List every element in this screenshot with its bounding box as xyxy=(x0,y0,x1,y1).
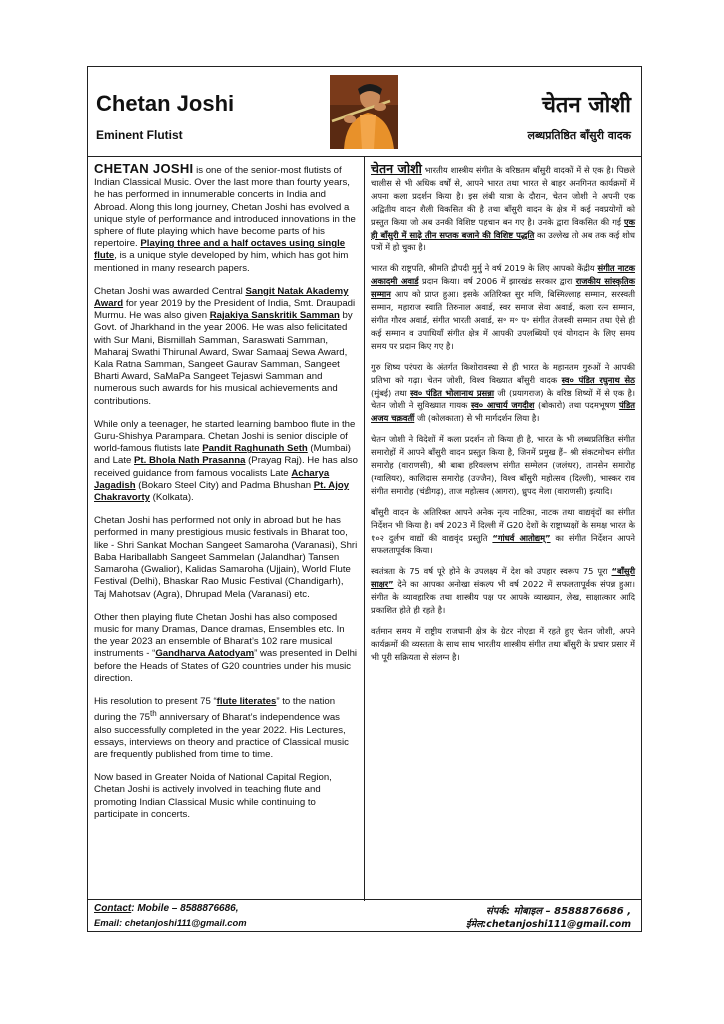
text: का उल्लेख तो अब तक कई शोध पत्रों में हो चुका है। xyxy=(371,229,635,253)
english-paragraph-compositions xyxy=(94,612,358,685)
text: भारतीय शास्त्रीय संगीत के वरिष्ठतम बाँसुरी वादकों में से एक है। पिछले चालीस से भी अधिक वर्षों से, आपने भारत तथा भारत से बाहर अनगिनत कार्यक्रमों में अपना कला प्रदर्शन किया है। इस लंबी यात्रा के दौरान, चेतन जोशी ने अपनी एक अद्वितीय वादन शैली विकसित की है तथा बाँसुरी वादन के क्षेत्र में कई नवप्रयोगों को प्रस्तुत किया जो अब उनकी विशिष्ट पहचान बन गए है। उनके द्वारा विकसित की गई xyxy=(371,165,635,227)
contact-email-hindi[interactable]: ईमेल:chetanjoshi111@gmail.com xyxy=(465,919,631,930)
english-paragraph-festivals: Chetan Joshi has performed not only in abroad but he has performed in many prestigious music festivals in Bharat too, like - Shri Sankat Mochan Sangeet Samaroha (Varanasi), Shri Baba Hariballabh Sangeet Sammelan (Jalandhar) Tansen Samaroha (Gwalior), Kalidas Samaroha (Ujjain), World Flute Festival (Delhi), Bhaskar Rao Music Festival (Chandigarh), Taj Mahotsav (Agra), Dhrupad Mela (Varanasi) etc. xyxy=(94,515,358,600)
hindi-paragraph-resolution xyxy=(371,565,635,617)
flutist-photo xyxy=(330,75,398,149)
hindi-highlight-jagdish: स्व० आचार्य जगदीश xyxy=(470,400,535,411)
superscript: th xyxy=(150,709,157,719)
text: His resolution to present 75 “ xyxy=(94,695,217,707)
text: Chetan Joshi was awarded Central xyxy=(94,285,246,297)
text: जी (प्रयागराज) के वरिष्ठ शिष्यों में से एक है। चेतन जोशी ने सुविख्यात गायक xyxy=(371,387,636,411)
hindi-paragraph-compositions xyxy=(371,506,635,558)
english-paragraph-gurus xyxy=(94,419,358,504)
text: का संगीत निर्देशन आपने सफलतापूर्वक किया। xyxy=(371,532,635,556)
text: Other then playing flute Chetan Joshi has also composed music for many Dramas, Dance dramas, Ensembles etc. In the year 2023 an ensemble of Bharat’s 102 rare musical instruments - “ xyxy=(94,611,345,660)
hindi-highlight-sangeet-natak: संगीत नाटक अकादमी अवार्ड xyxy=(371,263,635,287)
name-english: Chetan Joshi xyxy=(96,91,235,116)
contact-mobile-hindi[interactable]: संपर्क: मोबाइल – 8588876686 , xyxy=(486,906,631,917)
text: जी (कोलकाता) से भी मार्गदर्शन लिया है। xyxy=(414,413,540,424)
text: बाँसुरी वादन के अतिरिक्त आपने अनेक नृत्य नाटिका, नाटक तथा वाद्यवृंदों का संगीत निर्देशन भी किया है। वर्ष 2023 में दिल्ली में G20 देशों के राष्ट्राध्यक्षों के समक्ष भारत के १०२ दुर्लभ वाद्यों की वाद्यवृंद प्रस्तुति xyxy=(371,506,635,543)
hindi-paragraph-gurus xyxy=(371,361,635,426)
highlight-ajoy-chakravorty: Pt. Ajoy Chakravorty xyxy=(94,479,350,504)
text: (Prayag Raj). He has also received guidance from famous vocalists Late xyxy=(94,455,358,479)
contact-label: Contact xyxy=(94,903,132,914)
highlight-raghunath-seth: Pandit Raghunath Seth xyxy=(202,443,308,455)
text: While only a teenager, he started learning bamboo flute in the Guru-Shishya Parampara. Chetan Joshi is senior disciple of world-famous flutists late xyxy=(94,418,356,455)
text: (मुंबई) तथा xyxy=(371,387,411,398)
name-hindi: चेतन जोशी xyxy=(541,93,631,118)
highlight-bhola-nath-prasanna: Pt. Bhola Nath Prasanna xyxy=(134,455,246,467)
english-lead-name: CHETAN JOSHI xyxy=(94,161,194,176)
text: is one of the senior-most flutists of Indian Classical Music. Over the last more than fourty years, he has performed in innumerable concerts in India and Abroad. Along this long journey, Chetan Joshi has evolved a unique style of performance and introduced innovations in the sphere of flute playing which have become parts of his repertoire. xyxy=(94,165,356,250)
hindi-paragraph-intro xyxy=(371,163,635,254)
text: गुरु शिष्य परंपरा के अंतर्गत किशोरावस्था से ही भारत के महानतम गुरुओं ने आपकी प्रतिभा को गढ़ा। चेतन जोशी, विश्व विख्यात बाँसुरी वादक xyxy=(371,361,635,385)
text: (Bokaro Steel City) and Padma Bhushan xyxy=(135,479,314,491)
hindi-highlight-bholanath: स्व० पंडित भोलानाथ प्रसन्ना xyxy=(410,387,495,398)
english-paragraph-resolution xyxy=(94,696,358,761)
english-column xyxy=(94,163,358,832)
document-frame xyxy=(87,66,642,932)
hindi-paragraph-present: वर्तमान समय में राष्ट्रीय राजधानी क्षेत्र के ग्रेटर नोएडा में रहते हुए चेतन जोशी, अपने कार्यक्रमों की व्यस्तता के साथ साथ भारतीय शास्त्रीय संगीत तथा बाँसुरी के प्रचार प्रसार में भी पूरी सक्रियता से संलग्न है। xyxy=(371,626,635,662)
text: ” to the nation during the 75 xyxy=(94,695,336,724)
text: भारत की राष्ट्रपति, श्रीमति द्रौपदी मुर्मु ने वर्ष 2019 के लिए आपको केंद्रीय xyxy=(371,263,598,274)
contact-email-english[interactable]: Email: chetanjoshi111@gmail.com xyxy=(94,917,247,928)
header xyxy=(88,67,641,157)
contact-mobile-english xyxy=(94,903,239,914)
hindi-highlight-ajay-chakravarti: पंडित अजय चक्रवर्ती xyxy=(371,400,635,424)
text: प्रदान किया। वर्ष 2006 में झारखंड सरकार द्वारा xyxy=(418,276,576,287)
english-paragraph-intro xyxy=(94,163,358,275)
highlight-three-octaves: Playing three and a half octaves using single flute xyxy=(94,238,346,262)
footer-contact xyxy=(88,899,641,931)
text: by Govt. of Jharkhand in the year 2006. He was also felicitated with Sur Mani, Bismillah Samman, Saraswati Samman, Maharaj Swathi Thirunal Award, Swar Samaaj Sewa Award, Kala Ratna Samman, Sangeet Gaurav Samman, Sangeet Bharti Award, SaMaPa Sangeet Tejaswi Samman and numerous such awards for his musical achievements and contributions. xyxy=(94,310,353,407)
hindi-highlight-rajkiya-samman: राजकीय सांस्कृतिक सम्मान xyxy=(371,276,635,300)
text: देने का आपका अनोखा संकल्प भी वर्ष 2022 में सफलतापूर्वक संपन्न हुआ। संगीत के व्यावहारिक तथा शास्त्रीय पक्ष पर आपके व्याख्यान, लेख, साक्षात्कार आदि प्रकाशित होते ही रहते है। xyxy=(371,579,635,616)
hindi-highlight-bansuri-sakshar: “बाँसुरी साक्षर” xyxy=(371,566,635,590)
column-divider xyxy=(364,157,365,901)
hindi-highlight-raghunath-seth: स्व० पंडित रघुनाथ सेठ xyxy=(561,374,635,385)
text: , is a unique style developed by him, which has got him mentioned in many research papers. xyxy=(94,250,349,274)
subtitle-hindi: लब्धप्रतिष्ठित बाँसुरी वादक xyxy=(527,129,631,142)
hindi-highlight-gandharva: “गांधर्व आतोद्यम्” xyxy=(492,532,551,543)
hindi-paragraph-festivals: चेतन जोशी ने विदेशों में कला प्रदर्शन तो किया ही है, भारत के भी लब्धप्रतिष्ठित संगीत समारोहों में आपने बाँसुरी वादन प्रस्तुत किया है, जिनमें प्रमुख हैं– श्री संकटमोचन संगीत समारोह (वाराणसी), श्री बाबा हरिवल्लभ संगीत सम्मेलन (जलंधर), तानसेन समारोह (ग्वालियर), कालिदास समारोह (उज्जैन), विश्व बाँसुरी महोत्सव (दिल्ली), भास्कर राव संगीत समारोह (चंडीगढ़), ताज महोत्सव (आगरा), ध्रुपद मेला (वाराणसी) इत्यादि। xyxy=(371,434,635,496)
hindi-highlight-octaves: एक ही बाँसुरी में साढ़े तीन सप्तक बजाने की विशिष्ट पद्धति xyxy=(371,216,635,240)
highlight-sangit-natak-award: Sangit Natak Akademy Award xyxy=(94,285,349,310)
english-paragraph-awards xyxy=(94,286,358,408)
hindi-paragraph-awards xyxy=(371,262,635,352)
subtitle-english: Eminent Flutist xyxy=(96,128,183,142)
text: (बोकारो) तथा पदमभूषण xyxy=(534,400,619,411)
hindi-lead-name: चेतन जोशी xyxy=(371,161,422,176)
mobile-number-english[interactable]: : Mobile – 8588876686, xyxy=(131,903,239,914)
english-paragraph-present: Now based in Greater Noida of National Capital Region, Chetan Joshi is actively involved in teaching flute and promoting Indian Classical Music while continuing to participate in concerts. xyxy=(94,772,332,820)
highlight-gandharva-aatodyam: Gandharva Aatodyam xyxy=(155,648,255,660)
text: स्वतंत्रता के 75 वर्ष पूरे होने के उपलक्ष्य में देश को उपहार स्वरूप 75 पूरा xyxy=(371,566,612,577)
text: (Kolkata). xyxy=(150,492,194,504)
text: for year 2019 by the President of India, Smt. Draupadi Murmu. He was also given xyxy=(94,298,356,322)
highlight-flute-literates: flute literates xyxy=(216,695,277,707)
highlight-rajakiya-samman: Rajakiya Sanskritik Samman xyxy=(209,310,340,322)
text: ” was presented in Delhi before the Heads of States of G20 countries under his music direction. xyxy=(94,648,358,684)
text: anniversary of Bharat’s independence was also successfully completed in the year 2022. His Lectures, essays, interviews on theory and practice of Classical music are frequently published from time to time. xyxy=(94,712,349,760)
hindi-column xyxy=(371,163,635,672)
text: आप को प्राप्त हुआ। इसके अतिरिक्त सुर मणि, बिस्मिल्लाह सम्मान, सरस्वती सम्मान, महाराज स्वाति तिरुनाल अवार्ड, स्वर समाज सेवा अवार्ड, कला रत्न सम्मान, संगीत गौरव अवार्ड, संगीत भारती अवार्ड, स॰ म॰ प॰ संगीत तेजस्वी सम्मान तथा ऐसे ही कई सम्मान व उपाधियाँ संगीत क्षेत्र में आपकी उपलब्धियों एवं योगदान के लिए समय समय पर प्रदान किए गए है। xyxy=(371,289,635,351)
text: (Mumbai) and Late xyxy=(94,443,351,467)
highlight-acharya-jagadish: Acharya Jagadish xyxy=(94,467,330,491)
